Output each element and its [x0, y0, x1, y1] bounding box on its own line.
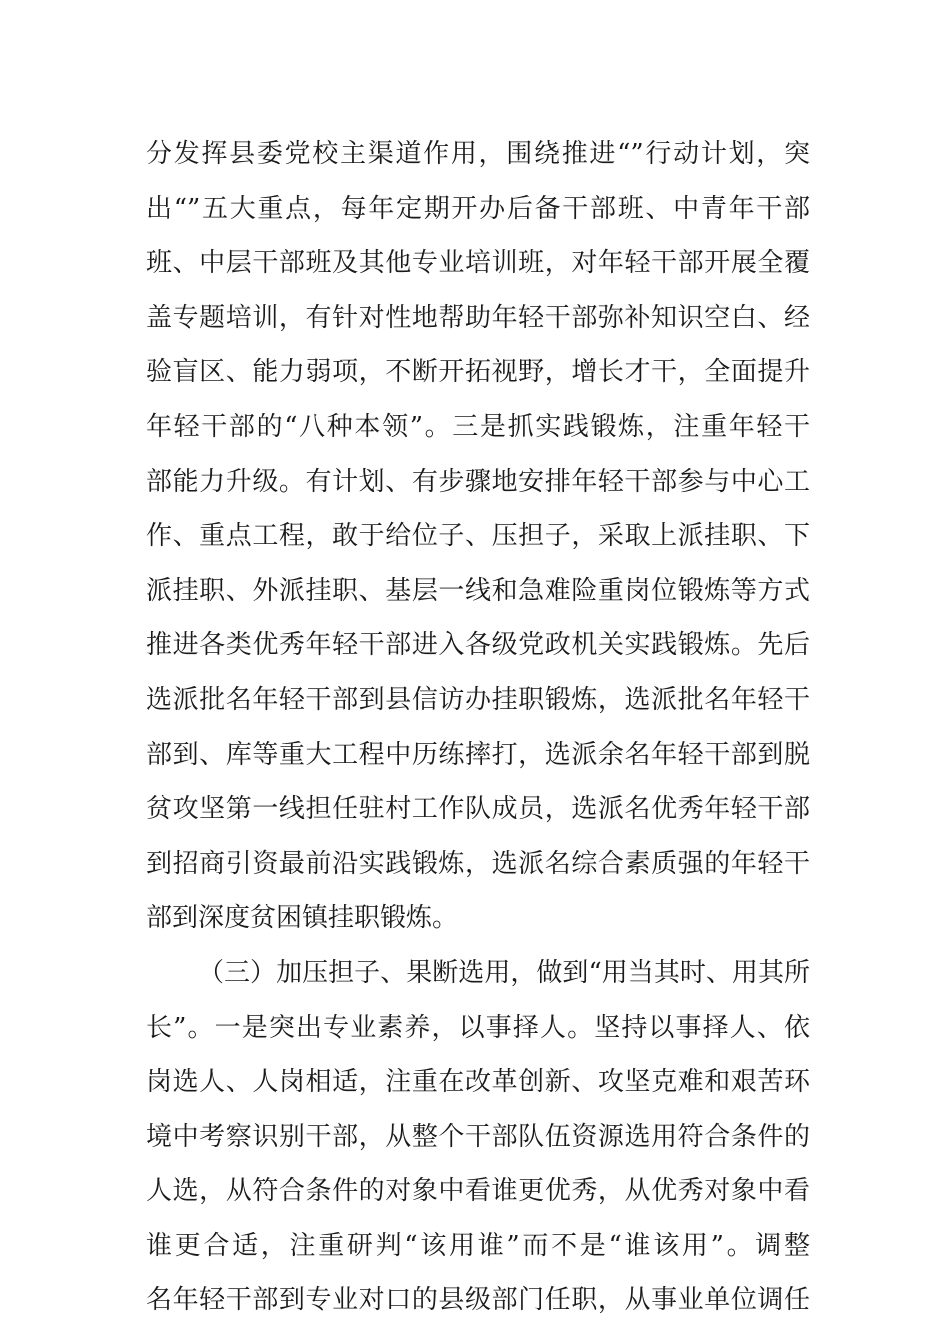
text-line: 部到、库等重大工程中历练摔打，选派余名年轻干部到脱: [146, 739, 810, 770]
text-line: 部到深度贫困镇挂职锻炼。: [146, 903, 459, 934]
text-line: 派挂职、外派挂职、基层一线和急难险重岗位锻炼等方式: [146, 575, 810, 606]
text-line: 贫攻坚第一线担任驻村工作队成员，选派名优秀年轻干部: [146, 794, 810, 825]
text-line: 到招商引资最前沿实践锻炼，选派名综合素质强的年轻干: [146, 848, 810, 879]
text-line: 推进各类优秀年轻干部进入各级党政机关实践锻炼。先后: [146, 630, 810, 661]
text-line: 盖专题培训，有针对性地帮助年轻干部弥补知识空白、经: [146, 302, 810, 333]
text-line: 人选，从符合条件的对象中看谁更优秀，从优秀对象中看: [146, 1176, 810, 1207]
text-line: 岗选人、人岗相适，注重在改革创新、攻坚克难和艰苦环: [146, 1067, 810, 1098]
text-line: 长”。一是突出专业素养，以事择人。坚持以事择人、依: [146, 1012, 810, 1043]
text-line: 出“”五大重点，每年定期开办后备干部班、中青年干部: [146, 193, 810, 224]
text-line: 分发挥县委党校主渠道作用，围绕推进“”行动计划，突: [146, 139, 810, 169]
text-line: 选派批名年轻干部到县信访办挂职锻炼，选派批名年轻干: [146, 684, 810, 715]
text-line: 年轻干部的“八种本领”。三是抓实践锻炼，注重年轻干: [146, 411, 810, 442]
text-line: 境中考察识别干部，从整个干部队伍资源选用符合条件的: [146, 1121, 810, 1152]
text-line: 名年轻干部到专业对口的县级部门任职，从事业单位调任: [146, 1285, 810, 1316]
text-line: 作、重点工程，敢于给位子、压担子，采取上派挂职、下: [146, 521, 810, 552]
text-line: 谁更合适，注重研判“该用谁”而不是“谁该用”。调整: [146, 1230, 810, 1261]
text-line: 部能力升级。有计划、有步骤地安排年轻干部参与中心工: [146, 466, 810, 497]
text-line: 班、中层干部班及其他专业培训班，对年轻干部开展全覆: [146, 248, 810, 279]
text-line: （三）加压担子、果断选用，做到“用当其时、用其所: [198, 957, 810, 988]
body-text: [146, 132, 810, 1333]
text-line: 验盲区、能力弱项，不断开拓视野，增长才干，全面提升: [146, 357, 810, 388]
